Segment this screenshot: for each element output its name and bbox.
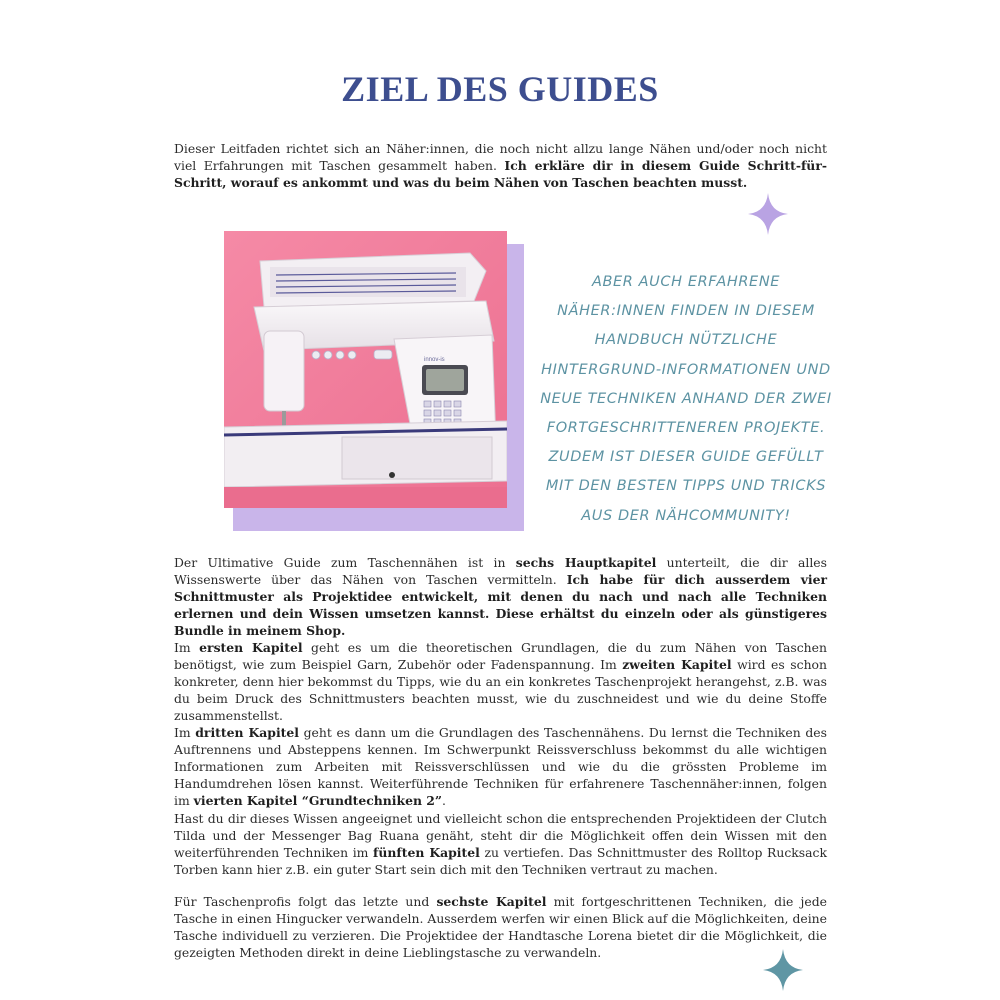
advanced-bold-1: fünften Kapitel — [373, 845, 480, 860]
chapters-bold-4: vierten Kapitel “Grundtechniken 2” — [193, 793, 443, 808]
chapters-text-4: Im — [174, 725, 196, 740]
sparkle-top-icon — [748, 193, 788, 235]
page-title: ZIEL DES GUIDES — [341, 69, 659, 109]
chapters-text-5: geht es dann um die Grundlagen des Taschennähens. Du lernst die Techniken des Auftrennens und Absteppens kennen. Im Schwerpunkt Reissverschluss bekommst du alle wichtigen Informationen zum Arbeiten mit Reissverschlüssen und wie du die grössten Probleme im Handumdrehen lösen kannst. Weiterführende Techniken für erfahrenere Taschennäher:innen, folgen im — [174, 725, 827, 808]
pros-text-1: Für Taschenprofis folgt das letzte und — [174, 894, 437, 909]
advanced-text-2: zu vertiefen. Das Schnittmuster des Rolltop Rucksack Torben kann hier z.B. ein guter Start sein dich mit den Techniken vertraut zu machen. — [174, 845, 827, 877]
brand-label: innov-is — [424, 357, 445, 363]
intro-text: Dieser Leitfaden richtet sich an Näher:innen, die noch nicht allzu lange Nähen und/oder noch nicht viel Erfahrungen mit Taschen gesammelt haben. — [174, 141, 827, 173]
chapters-bold-1: ersten Kapitel — [199, 640, 303, 655]
structure-paragraph — [174, 554, 827, 639]
chapters-text-1: Im — [174, 640, 200, 655]
quote-callout: ABER AUCH ERFAHRENE NÄHER:INNEN FINDEN IN DIESEM HANDBUCH NÜTZLICHE HINTERGRUND-INFORMATIONEN UND NEUE TECHNIKEN ANHAND DER ZWEI FORTGESCHRITTENEREN PROJEKTE. ZUDEM IST DIESER GUIDE GEFÜLLT MIT DEN BESTEN TIPPS UND TRICKS AUS DER NÄHCOMMUNITY! — [540, 274, 832, 524]
structure-text-2: unterteilt, die dir alles Wissenswerte über das Nähen von Taschen vermitteln. — [174, 555, 827, 587]
pros-text-2: mit fortgeschrittenen Techniken, die jede Tasche in einen Hingucker verwandeln. Ausserdem werfen wir einen Blick auf die Möglichkeiten, deine Tasche individuell zu verzieren. Die Projektidee der Handtasche Lorena bietet dir die Möglichkeit, die gezeigten Methoden direkt in deine Lieblingstasche zu verwandeln. — [174, 894, 827, 960]
chapters-paragraph — [174, 639, 827, 809]
advanced-paragraph — [174, 810, 827, 878]
intro-bold-text: Ich erkläre dir in diesem Guide Schritt-für-Schritt, worauf es ankommt und was du beim Nähen von Taschen beachten musst. — [174, 158, 827, 190]
chapters-text-3: wird es schon konkreter, denn hier bekommst du Tipps, wie du an ein konkretes Taschenprojekt herangehst, z.B. was du beim Druck des Schnittmusters beachten musst, wie du zuschneidest und wie du deine Stoffe zusammenstellst. — [174, 657, 827, 723]
sewing-machine-photo — [224, 231, 507, 508]
structure-bold-1: sechs Hauptkapitel — [515, 555, 657, 570]
structure-bold-2: Ich habe für dich ausserdem vier Schnittmuster als Projektidee entwickelt, mit denen du nach und nach alle Techniken erlernen und dein Wissen umsetzen kannst. Diese erhältst du einzeln oder als günstigeres Bundle in meinem Shop. — [174, 572, 828, 638]
pros-paragraph — [174, 893, 827, 961]
intro-paragraph — [174, 140, 827, 191]
chapters-text-2: geht es um die theoretischen Grundlagen, die du zum Nähen von Taschen benötigst, wie zum Beispiel Garn, Zubehör oder Fadenspannung. Im — [174, 640, 827, 672]
structure-text-1: Der Ultimative Guide zum Taschennähen ist in — [174, 555, 516, 570]
pros-bold-1: sechste Kapitel — [436, 894, 547, 909]
chapters-bold-2: zweiten Kapitel — [622, 657, 732, 672]
chapters-text-6: . — [442, 793, 446, 808]
advanced-text-1: Hast du dir dieses Wissen angeeignet und vielleicht schon die entsprechenden Projektideen der Clutch Tilda und der Messenger Bag Ruana genäht, steht dir die Möglichkeit offen dein Wissen mit den weiterführenden Techniken im — [174, 811, 827, 860]
sparkle-bottom-icon — [763, 949, 803, 991]
chapters-bold-3: dritten Kapitel — [195, 725, 299, 740]
